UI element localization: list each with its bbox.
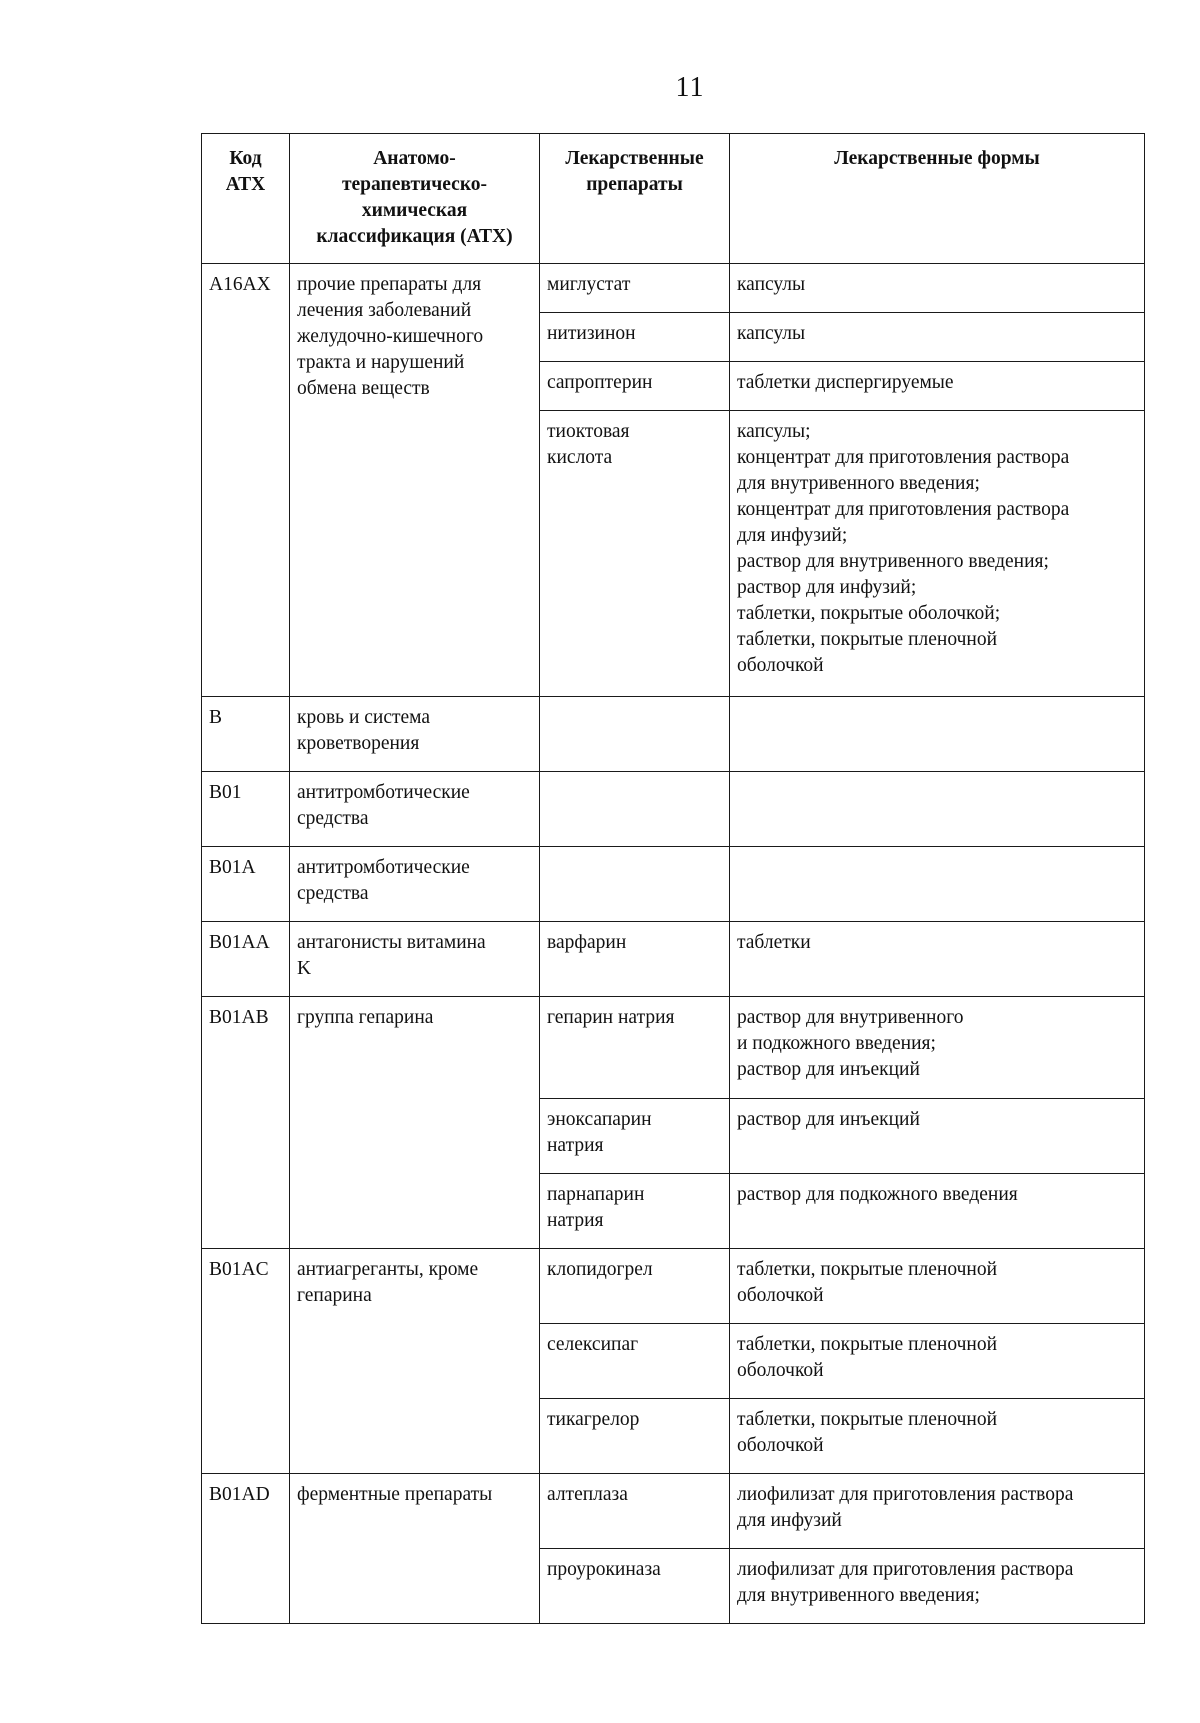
drug-name-cell [540, 847, 730, 922]
dosage-forms-cell [730, 313, 1145, 362]
text-line: антиагреганты, кроме [297, 1259, 479, 1280]
text-line: химическая [361, 200, 468, 221]
drug-name-cell [540, 313, 730, 362]
text-line: гепарина [297, 1285, 372, 1306]
atc-classification-cell [290, 772, 540, 847]
text-line: классификация (АТХ) [316, 226, 513, 247]
dosage-forms-cell [730, 847, 1145, 922]
text-line: таблетки диспергируемые [737, 372, 954, 393]
text-line: для внутривенного введения; [737, 1585, 980, 1606]
atc-classification-cell [290, 847, 540, 922]
dosage-forms-cell [730, 1549, 1145, 1624]
text-line: таблетки [737, 932, 811, 953]
text-line: лиофилизат для приготовления раствора [737, 1484, 1074, 1505]
text-line: препараты [586, 174, 683, 195]
table-row [202, 1474, 1145, 1549]
dosage-forms-cell [730, 1324, 1145, 1399]
drug-name-cell [540, 1474, 730, 1549]
text-line: таблетки, покрытые пленочной [737, 1259, 998, 1280]
text-line: оболочкой [737, 1435, 824, 1456]
text-line: раствор для внутривенного введения; [737, 551, 1049, 572]
text-line: гепарин натрия [547, 1007, 675, 1028]
text-line: тракта и нарушений [297, 352, 465, 373]
header-classification [290, 134, 540, 264]
text-line: тикагрелор [547, 1409, 640, 1430]
dosage-forms-cell [730, 1399, 1145, 1474]
table-row [202, 697, 1145, 772]
drug-name-cell [540, 1099, 730, 1174]
text-line: капсулы [737, 274, 806, 295]
text-line: эноксапарин [547, 1109, 652, 1130]
text-line: селексипаг [547, 1334, 639, 1355]
text-line: нитизинон [547, 323, 636, 344]
atc-code-cell: B01AD [202, 1474, 290, 1624]
text-line: кислота [547, 447, 613, 468]
dosage-forms-cell [730, 1474, 1145, 1549]
text-line: раствор для инъекций [737, 1109, 920, 1130]
text-line: АТХ [225, 174, 266, 195]
text-line: Лекарственные [565, 148, 704, 169]
text-line: Лекарственные формы [834, 148, 1040, 169]
dosage-forms-cell [730, 1174, 1145, 1249]
drug-name-cell [540, 362, 730, 411]
dosage-forms-cell [730, 362, 1145, 411]
page-number: 11 [675, 72, 705, 103]
text-line: проурокиназа [547, 1559, 661, 1580]
dosage-forms-cell [730, 1099, 1145, 1174]
atc-code-cell: B01AA [202, 922, 290, 997]
text-line: кровь и система [297, 707, 431, 728]
text-line: Анатомо- [373, 148, 456, 169]
text-line: антитромботические [297, 782, 470, 803]
text-line: раствор для инфузий; [737, 577, 917, 598]
text-line: средства [297, 883, 369, 904]
text-line: капсулы [737, 323, 806, 344]
atc-classification-cell [290, 264, 540, 697]
atc-code-cell: A16AX [202, 264, 290, 697]
text-line: лечения заболеваний [297, 300, 472, 321]
text-line: кроветворения [297, 733, 420, 754]
drug-name-cell [540, 1549, 730, 1624]
atc-classification-cell [290, 1474, 540, 1624]
dosage-forms-cell [730, 411, 1145, 697]
text-line: капсулы; [737, 421, 811, 442]
text-line: парнапарин [547, 1184, 645, 1205]
atc-classification-cell [290, 922, 540, 997]
atc-classification-cell [290, 997, 540, 1249]
table-row [202, 1249, 1145, 1324]
drug-name-cell [540, 1324, 730, 1399]
text-line: прочие препараты для [297, 274, 482, 295]
text-line: натрия [547, 1210, 604, 1231]
text-line: для инфузий [737, 1510, 842, 1531]
atc-classification-cell [290, 1249, 540, 1474]
drug-name-cell [540, 697, 730, 772]
atc-code-cell: B [202, 697, 290, 772]
table-row [202, 997, 1145, 1099]
text-line: раствор для внутривенного [737, 1007, 964, 1028]
text-line: и подкожного введения; [737, 1033, 936, 1054]
table-row [202, 922, 1145, 997]
dosage-forms-cell [730, 1249, 1145, 1324]
text-line: клопидогрел [547, 1259, 653, 1280]
atc-classification-cell [290, 697, 540, 772]
atc-code-cell: B01AB [202, 997, 290, 1249]
text-line: антагонисты витамина [297, 932, 486, 953]
text-line: терапевтическо- [341, 174, 488, 195]
table-row [202, 772, 1145, 847]
drug-name-cell [540, 1249, 730, 1324]
text-line: концентрат для приготовления раствора [737, 499, 1070, 520]
text-line: сапроптерин [547, 372, 653, 393]
text-line: таблетки, покрытые пленочной [737, 1409, 998, 1430]
drug-name-cell [540, 1174, 730, 1249]
text-line: таблетки, покрытые пленочной [737, 1334, 998, 1355]
text-line: оболочкой [737, 1285, 824, 1306]
table-row [202, 264, 1145, 313]
text-line: для внутривенного введения; [737, 473, 980, 494]
drug-name-cell [540, 411, 730, 697]
text-line: таблетки, покрытые пленочной [737, 629, 998, 650]
table-header-row [202, 134, 1145, 264]
drug-name-cell [540, 264, 730, 313]
text-line: ферментные препараты [297, 1484, 493, 1505]
dosage-forms-cell [730, 922, 1145, 997]
text-line: варфарин [547, 932, 627, 953]
text-line: миглустат [547, 274, 631, 295]
drug-name-cell [540, 997, 730, 1099]
dosage-forms-cell [730, 997, 1145, 1099]
atc-code-cell: B01 [202, 772, 290, 847]
dosage-forms-cell [730, 697, 1145, 772]
text-line: антитромботические [297, 857, 470, 878]
drug-name-cell [540, 922, 730, 997]
text-line: для инфузий; [737, 525, 848, 546]
header-forms [730, 134, 1145, 264]
text-line: обмена веществ [297, 378, 430, 399]
text-line: тиоктовая [547, 421, 630, 442]
dosage-forms-cell [730, 772, 1145, 847]
text-line: оболочкой [737, 1360, 824, 1381]
text-line: концентрат для приготовления раствора [737, 447, 1070, 468]
dosage-forms-cell [730, 264, 1145, 313]
text-line: таблетки, покрытые оболочкой; [737, 603, 1001, 624]
text-line: натрия [547, 1135, 604, 1156]
text-line: раствор для инъекций [737, 1059, 920, 1080]
drug-name-cell [540, 772, 730, 847]
text-line: Код [229, 148, 262, 169]
table-body [202, 264, 1145, 1624]
text-line: оболочкой [737, 655, 824, 676]
text-line: K [297, 958, 312, 979]
table-row [202, 847, 1145, 922]
atc-drug-table [201, 133, 1145, 1624]
text-line: алтеплаза [547, 1484, 628, 1505]
text-line: средства [297, 808, 369, 829]
text-line: желудочно-кишечного [297, 326, 484, 347]
atc-code-cell: B01AC [202, 1249, 290, 1474]
header-code [202, 134, 290, 264]
text-line: раствор для подкожного введения [737, 1184, 1018, 1205]
text-line: группа гепарина [297, 1007, 434, 1028]
atc-code-cell: B01A [202, 847, 290, 922]
drug-name-cell [540, 1399, 730, 1474]
text-line: лиофилизат для приготовления раствора [737, 1559, 1074, 1580]
header-drugs [540, 134, 730, 264]
